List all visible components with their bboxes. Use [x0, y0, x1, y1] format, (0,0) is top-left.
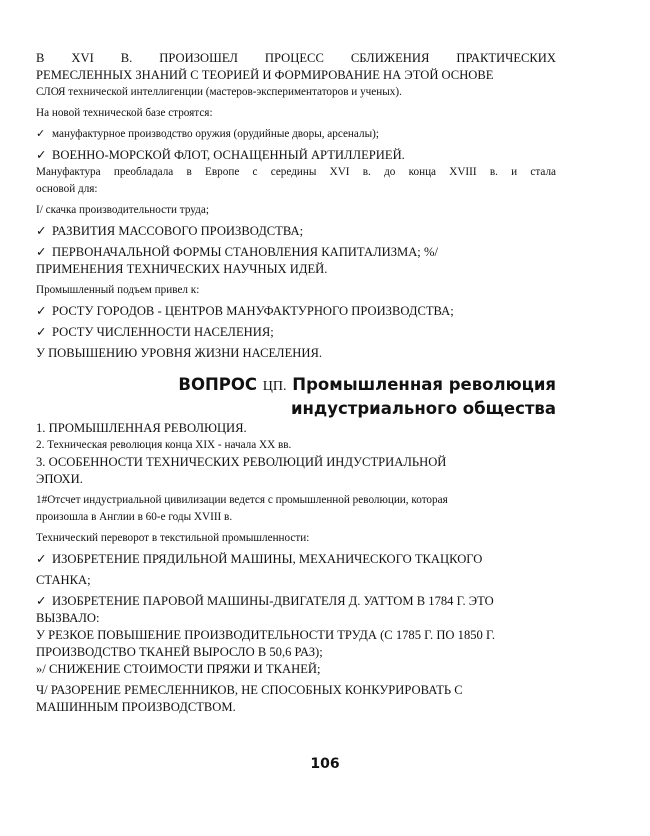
list-item-ruin-1: Ч/ РАЗОРЕНИЕ РЕМЕСЛЕННИКОВ, НЕ СПОСОБНЫХ КОНКУРИРОВАТЬ С [36, 683, 463, 697]
manufactory-paragraph-line-1: Мануфактура преобладала в Европе с середины XVI в. до конца XVIII в. и стала [36, 166, 556, 178]
list-item-steam-1: ✓ ИЗОБРЕТЕНИЕ ПАРОВОЙ МАШИНЫ-ДВИГАТЕЛЯ Д. УАТТОМ В 1784 Г. ЭТО [36, 594, 494, 608]
list-item-living-standard: У ПОВЫШЕНИЮ УРОВНЯ ЖИЗНИ НАСЕЛЕНИЯ. [36, 346, 323, 360]
list-3-line-1: 3. ОСОБЕННОСТИ ТЕХНИЧЕСКИХ РЕВОЛЮЦИЙ ИНДУСТРИАЛЬНОЙ [36, 455, 447, 469]
section-heading [36, 374, 556, 420]
checkmark-icon: ✓ [36, 148, 47, 162]
checkmark-icon: ✓ [36, 224, 47, 238]
list-item-steam-2: ВЫЗВАЛО: [36, 611, 100, 625]
list-item-navy: ✓ ВОЕННО-МОРСКОЙ ФЛОТ, ОСНАЩЕННЫЙ АРТИЛЛЕРИЕЙ. [36, 148, 405, 162]
list-1: 1. ПРОМЫШЛЕННАЯ РЕВОЛЮЦИЯ. [36, 421, 247, 435]
list-item-tech-ideas: ПРИМЕНЕНИЯ ТЕХНИЧЕСКИХ НАУЧНЫХ ИДЕЙ. [36, 262, 328, 276]
list-item-spinning-2: СТАНКА; [36, 573, 91, 587]
textile-text: Технический переворот в текстильной промышленности: [36, 532, 310, 544]
checkmark-icon: ✓ [36, 552, 47, 566]
revolution-paragraph-line-1: 1#Отсчет индустриальной цивилизации ведется с промышленной революции, которая [36, 494, 448, 506]
list-item-population: ✓ РОСТУ ЧИСЛЕННОСТИ НАСЕЛЕНИЯ; [36, 325, 274, 339]
list-item-capitalism: ✓ ПЕРВОНАЧАЛЬНОЙ ФОРМЫ СТАНОВЛЕНИЯ КАПИТАЛИЗМА; %/ [36, 245, 438, 259]
list-item-spinning-1: ✓ ИЗОБРЕТЕНИЕ ПРЯДИЛЬНОЙ МАШИНЫ, МЕХАНИЧЕСКОГО ТКАЦКОГО [36, 552, 483, 566]
heading-line-1: ВОПРОС ЦП. Промышленная революция [178, 375, 556, 394]
document-page [36, 50, 556, 716]
heading-line-2: индустриального общества [290, 399, 556, 418]
list-2: 2. Техническая революция конца XIX - начала XX вв. [36, 439, 292, 451]
checkmark-icon: ✓ [36, 304, 47, 318]
revolution-paragraph-line-2: произошла в Англии в 60-е годы XVIII в. [36, 511, 233, 523]
intro-line-1: В XVI В. ПРОИЗОШЕЛ ПРОЦЕСС СБЛИЖЕНИЯ ПРАКТИЧЕСКИХ [36, 51, 556, 65]
list-3-line-2: ЭПОХИ. [36, 472, 83, 486]
list-item-mass-production: ✓ РАЗВИТИЯ МАССОВОГО ПРОИЗВОДСТВА; [36, 224, 304, 238]
list-item-productivity: I/ скачка производительности труда; [36, 204, 209, 216]
list-item-productivity-rise-1: У РЕЗКОЕ ПОВЫШЕНИЕ ПРОИЗВОДИТЕЛЬНОСТИ ТРУДА (С 1785 Г. ПО 1850 Г. [36, 628, 495, 642]
checkmark-icon: ✓ [36, 128, 46, 140]
industrial-rise-text: Промышленный подъем привел к: [36, 284, 200, 296]
list-item-cost: »/ СНИЖЕНИЕ СТОИМОСТИ ПРЯЖИ И ТКАНЕЙ; [36, 662, 321, 676]
intro-line-3: СЛОЯ технической интеллигенции (мастеров-экспериментаторов и ученых). [36, 86, 402, 98]
list-item-manufactory: ✓ мануфактурное производство оружия (орудийные дворы, арсеналы); [36, 126, 556, 143]
page-number: 106 [310, 756, 340, 772]
checkmark-icon: ✓ [36, 325, 47, 339]
intro-line-2: РЕМЕСЛЕННЫХ ЗНАНИЙ С ТЕОРИЕЙ И ФОРМИРОВАНИЕ НА ЭТОЙ ОСНОВЕ [36, 68, 494, 82]
new-base-text: На новой технической базе строятся: [36, 107, 213, 119]
manufactory-paragraph-line-2: основой для: [36, 183, 98, 195]
list-item-ruin-2: МАШИННЫМ ПРОИЗВОДСТВОМ. [36, 700, 236, 714]
checkmark-icon: ✓ [36, 245, 47, 259]
list-item-cities: ✓ РОСТУ ГОРОДОВ - ЦЕНТРОВ МАНУФАКТУРНОГО ПРОИЗВОДСТВА; [36, 304, 454, 318]
list-item-productivity-rise-2: ПРОИЗВОДСТВО ТКАНЕЙ ВЫРОСЛО В 50,6 РАЗ); [36, 645, 323, 659]
checkmark-icon: ✓ [36, 594, 47, 608]
